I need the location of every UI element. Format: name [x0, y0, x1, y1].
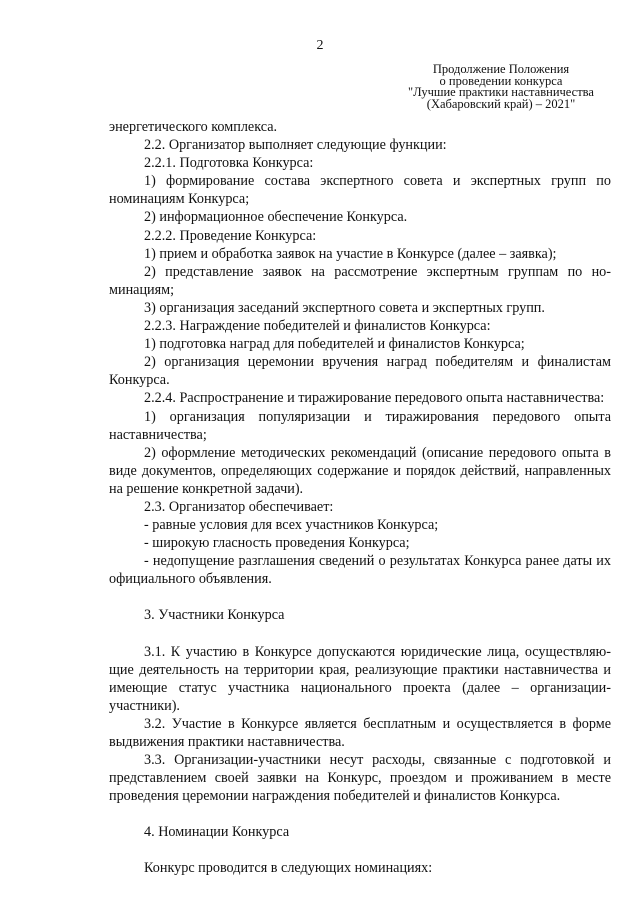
- paragraph: 3.2. Участие в Конкурсе является бесплатным и осуществляется в форме выдвижения практики наставничества.: [109, 715, 611, 750]
- paragraph: 3.3. Организации-участники несут расходы, связанные с подготовкой и представлением своей заявки на Конкурс, проездом и проживанием в месте проведения церемонии награждения победителей и финалистов Конкурса.: [109, 752, 611, 805]
- paragraph: 3.1. К участию в Конкурсе допускаются юридические лица, осуществляющие деятельность на территории края, реализующие практики наставничества и имеющие статус участника национального проекта (далее – организации-участники).: [109, 643, 611, 714]
- paragraph: 2) оформление методических рекомендаций (описание передового опыта в виде документов, определяющих содержание и порядок действий, направленных на решение конкретной задачи).: [109, 444, 611, 497]
- page-number: 2: [316, 38, 324, 53]
- list-item: - равные условия для всех участников Конкурса;: [144, 517, 439, 534]
- section-gap: [109, 841, 611, 859]
- section-heading: 3. Участники Конкурса: [144, 607, 285, 624]
- section-gap: [109, 588, 611, 606]
- header-line: "Лучшие практики наставничества: [408, 85, 594, 99]
- paragraph: 2.3. Организатор обеспечивает:: [144, 498, 334, 515]
- paragraph: 2) организация церемонии вручения наград победителям и финалистам Конкурса.: [109, 354, 611, 389]
- paragraph: 2) информационное обеспечение Конкурса.: [144, 209, 408, 226]
- paragraph: 2.2.3. Награждение победителей и финалистов Конкурса:: [144, 318, 491, 335]
- section-gap: [109, 625, 611, 643]
- paragraph: 1) прием и обработка заявок на участие в Конкурсе (далее – заявка);: [144, 245, 557, 262]
- paragraph: 2.2. Организатор выполняет следующие функции:: [144, 137, 447, 154]
- paragraph: 1) подготовка наград для победителей и финалистов Конкурса;: [144, 336, 525, 353]
- list-item: - широкую гласность проведения Конкурса;: [144, 535, 410, 552]
- paragraph: 2) представление заявок на рассмотрение экспертным группам по номинациям;: [109, 263, 611, 298]
- header-line: Продолжение Положения: [432, 62, 570, 76]
- paragraph: Конкурс проводится в следующих номинациях:: [144, 860, 433, 877]
- list-item: - недопущение разглашения сведений о результатах Конкурса ранее даты их официального объявления.: [109, 553, 611, 588]
- header-note: [398, 64, 604, 110]
- section-heading: 4. Номинации Конкурса: [144, 824, 290, 841]
- paragraph: 1) организация популяризации и тиражирования передового опыта наставничества;: [109, 408, 611, 443]
- paragraph: 2.2.4. Распространение и тиражирование передового опыта наставничества:: [144, 390, 605, 407]
- section-gap: [109, 805, 611, 823]
- document-body: [109, 118, 611, 878]
- header-line: о проведении конкурса: [439, 73, 563, 88]
- paragraph: 2.2.1. Подготовка Конкурса:: [144, 155, 314, 172]
- paragraph: 2.2.2. Проведение Конкурса:: [144, 227, 317, 244]
- header-line: (Хабаровский край) – 2021": [426, 96, 576, 111]
- paragraph: 1) формирование состава экспертного совета и экспертных групп по номинациям Конкурса;: [109, 173, 611, 208]
- paragraph-continuation: энергетического комплекса.: [109, 119, 278, 135]
- paragraph: 3) организация заседаний экспертного совета и экспертных групп.: [144, 299, 545, 316]
